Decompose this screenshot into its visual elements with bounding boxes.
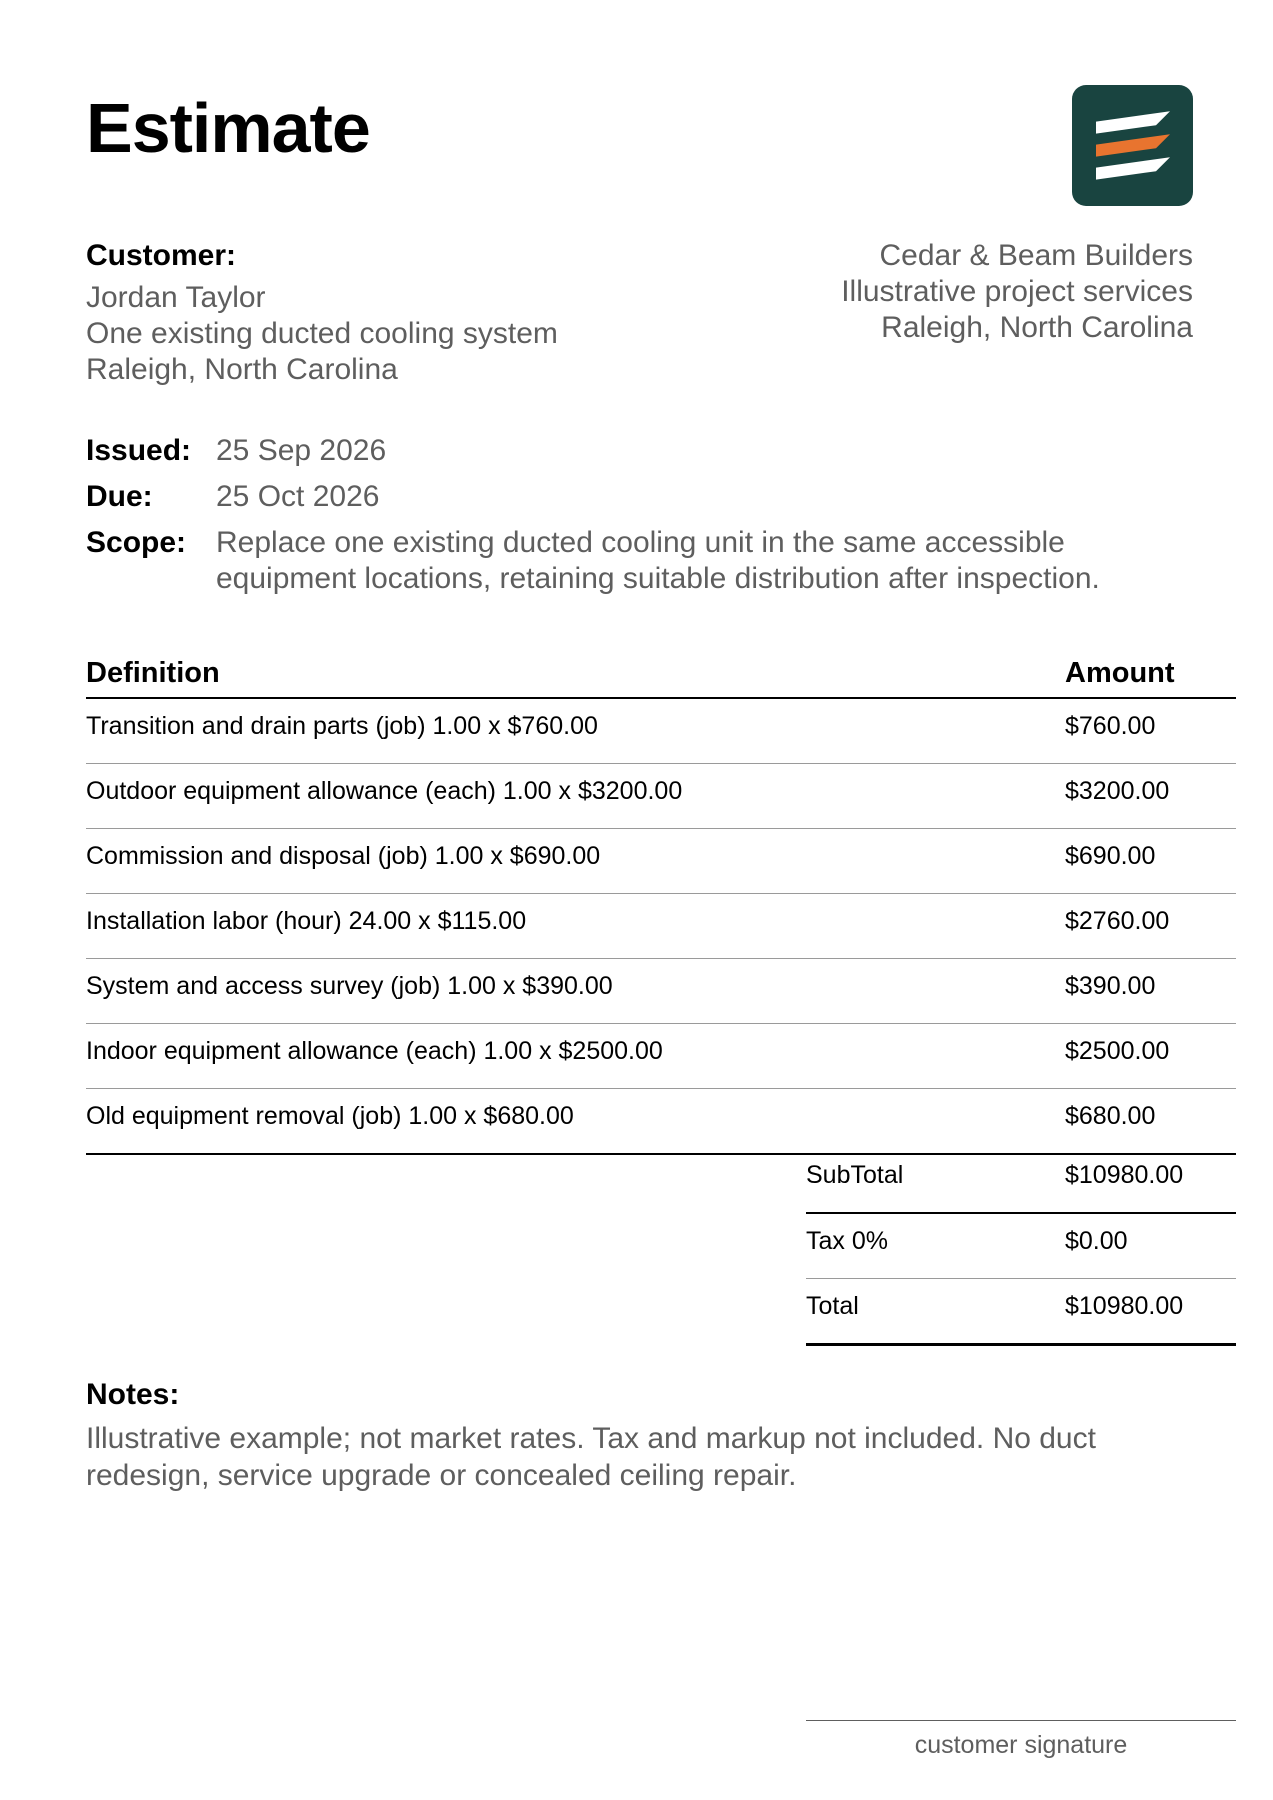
company-logo — [1072, 85, 1193, 206]
row-amount: $390.00 — [1065, 972, 1156, 1000]
scope-text — [216, 525, 1206, 597]
table-row — [86, 699, 1236, 764]
table-header — [86, 650, 1236, 699]
subtotal-row — [806, 1148, 1236, 1214]
document-title: Estimate — [86, 89, 370, 167]
row-definition: Indoor equipment allowance (each) 1.00 x $2500.00 — [86, 1037, 663, 1065]
totals-block — [806, 1148, 1236, 1346]
subtotal-label: SubTotal — [806, 1161, 904, 1189]
row-amount: $3200.00 — [1065, 777, 1170, 805]
customer-block — [86, 238, 558, 388]
notes-line-1: Illustrative example; not market rates. Tax and markup not included. No duct — [86, 1422, 1096, 1455]
customer-location: Raleigh, North Carolina — [86, 353, 398, 386]
total-label: Total — [806, 1292, 859, 1320]
notes-line-2: redesign, service upgrade or concealed ceiling repair. — [86, 1459, 797, 1492]
tax-value: $0.00 — [1065, 1227, 1128, 1255]
company-location: Raleigh, North Carolina — [881, 311, 1193, 344]
row-amount: $760.00 — [1065, 712, 1156, 740]
table-row — [86, 1089, 1236, 1155]
row-definition: Commission and disposal (job) 1.00 x $690.00 — [86, 842, 601, 870]
row-definition: Outdoor equipment allowance (each) 1.00 x $3200.00 — [86, 777, 683, 805]
notes-label: Notes: — [86, 1378, 180, 1411]
customer-name: Jordan Taylor — [86, 281, 266, 314]
row-amount: $2500.00 — [1065, 1037, 1170, 1065]
customer-system: One existing ducted cooling system — [86, 317, 558, 350]
scope-line-2: equipment locations, retaining suitable distribution after inspection. — [216, 562, 1100, 595]
row-definition: Old equipment removal (job) 1.00 x $680.00 — [86, 1102, 574, 1130]
table-row — [86, 829, 1236, 894]
amount-header: Amount — [1065, 657, 1175, 689]
due-label: Due: — [86, 480, 153, 513]
signature-line — [806, 1720, 1236, 1760]
table-row — [86, 1024, 1236, 1089]
estimate-meta — [86, 433, 1206, 607]
row-definition: Transition and drain parts (job) 1.00 x $760.00 — [86, 712, 598, 740]
total-row — [806, 1279, 1236, 1346]
signature-label: customer signature — [914, 1731, 1128, 1759]
company-block — [841, 238, 1193, 346]
subtotal-value: $10980.00 — [1065, 1161, 1184, 1189]
due-date: 25 Oct 2026 — [216, 480, 380, 513]
row-amount: $680.00 — [1065, 1102, 1156, 1130]
table-row — [86, 894, 1236, 959]
table-row — [86, 959, 1236, 1024]
table-row — [86, 764, 1236, 829]
scope-label: Scope: — [86, 526, 187, 559]
notes-block — [86, 1378, 1186, 1494]
tax-label: Tax 0% — [806, 1227, 888, 1255]
issued-row — [86, 433, 1206, 469]
issued-date: 25 Sep 2026 — [216, 434, 387, 467]
stacked-layers-logo-icon — [1072, 85, 1193, 206]
row-amount: $690.00 — [1065, 842, 1156, 870]
row-definition: Installation labor (hour) 24.00 x $115.00 — [86, 907, 527, 935]
tax-row — [806, 1214, 1236, 1279]
company-tagline: Illustrative project services — [841, 275, 1193, 308]
line-items-table — [86, 650, 1236, 1155]
customer-label: Customer: — [86, 239, 237, 272]
issued-label: Issued: — [86, 434, 192, 467]
row-amount: $2760.00 — [1065, 907, 1170, 935]
scope-row — [86, 525, 1206, 597]
company-name: Cedar & Beam Builders — [879, 239, 1193, 272]
definition-header: Definition — [86, 657, 220, 689]
due-row — [86, 479, 1206, 515]
row-definition: System and access survey (job) 1.00 x $390.00 — [86, 972, 613, 1000]
scope-line-1: Replace one existing ducted cooling unit in the same accessible — [216, 526, 1065, 559]
total-value: $10980.00 — [1065, 1292, 1184, 1320]
